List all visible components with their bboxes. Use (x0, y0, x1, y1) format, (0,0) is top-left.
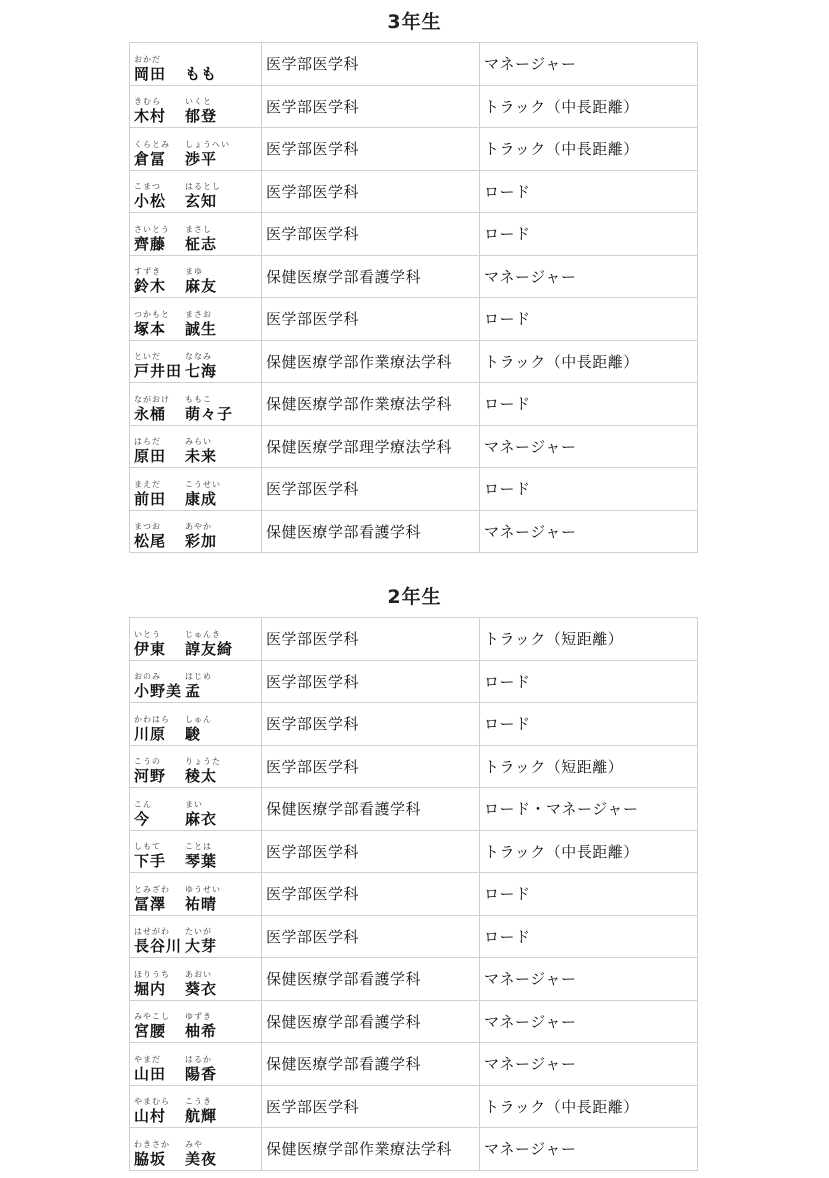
given-name (185, 140, 230, 168)
family-name-text: 脇坂 (134, 1149, 167, 1168)
given-name (185, 97, 217, 125)
given-name-text: 航輝 (185, 1107, 218, 1126)
name-cell (130, 383, 262, 426)
member-name (134, 1045, 261, 1083)
given-name-reading: ももこ (185, 394, 212, 404)
family-name (134, 352, 185, 380)
table-row (130, 660, 698, 703)
department-cell: 医学部医学科 (262, 745, 480, 788)
given-name-text: 麻衣 (185, 809, 218, 828)
family-name-text: 岡田 (134, 64, 167, 83)
given-name-text: 玄知 (185, 192, 218, 211)
family-name-reading: ほりうち (134, 969, 170, 979)
family-name-text: 永桶 (134, 404, 167, 423)
name-cell (130, 703, 262, 746)
role-cell: トラック（中長距離） (480, 128, 698, 171)
name-cell (130, 1043, 262, 1086)
family-name-text: 伊東 (134, 639, 167, 658)
given-name-text: 琴葉 (185, 852, 218, 871)
family-name-reading: すずき (134, 267, 162, 277)
given-name-text: 彩加 (185, 532, 218, 551)
department-cell: 保健医療学部看護学科 (262, 958, 480, 1001)
given-name-text: 誠生 (185, 319, 218, 338)
name-cell (130, 340, 262, 383)
given-name-reading: しゅん (185, 714, 212, 724)
table-row (130, 873, 698, 916)
section-year-2 (0, 585, 829, 609)
family-name-reading: みやこし (134, 1012, 170, 1022)
family-name-reading: こん (134, 799, 152, 809)
role-cell: ロード (480, 660, 698, 703)
table-row (130, 510, 698, 553)
table-row (130, 745, 698, 788)
role-cell: トラック（短距離） (480, 618, 698, 661)
given-name (185, 182, 221, 210)
department-cell: 医学部医学科 (262, 618, 480, 661)
role-cell: ロード (480, 468, 698, 511)
given-name-reading: ゆうせい (185, 884, 221, 894)
family-name-text: 河野 (134, 767, 167, 786)
role-cell: マネージャー (480, 255, 698, 298)
department-cell: 医学部医学科 (262, 468, 480, 511)
family-name-text: 長谷川 (134, 937, 183, 956)
family-name-reading: こまつ (134, 182, 161, 192)
given-name-reading: まゆ (185, 267, 203, 277)
member-name (134, 705, 261, 743)
family-name-reading: ながおけ (134, 394, 170, 404)
family-name (134, 437, 185, 465)
name-cell (130, 170, 262, 213)
name-cell (130, 425, 262, 468)
family-name (134, 715, 185, 743)
table-row (130, 298, 698, 341)
family-name-reading: かわはら (134, 714, 170, 724)
given-name-text: 諄友綺 (185, 639, 234, 658)
given-name (185, 310, 217, 338)
member-name (134, 1130, 261, 1168)
given-name-reading: あやか (185, 522, 212, 532)
given-name-text: 陽香 (185, 1064, 218, 1083)
family-name-reading: やまだ (134, 1054, 161, 1064)
table-row (130, 958, 698, 1001)
given-name (185, 715, 212, 743)
given-name-reading: ななみ (185, 352, 212, 362)
given-name (185, 522, 217, 550)
family-name-text: 松尾 (134, 532, 167, 551)
family-name (134, 97, 185, 125)
given-name-reading: まさお (185, 309, 212, 319)
family-name (134, 182, 185, 210)
name-cell (130, 1085, 262, 1128)
member-name (134, 300, 261, 338)
family-name-reading: はらだ (134, 437, 161, 447)
family-name-reading: いとう (134, 629, 161, 639)
role-cell: トラック（中長距離） (480, 340, 698, 383)
table-row (130, 383, 698, 426)
family-name (134, 1012, 185, 1040)
given-name-reading: いくと (185, 97, 212, 107)
role-cell: マネージャー (480, 1043, 698, 1086)
family-name-reading: さいとう (134, 224, 170, 234)
member-name (134, 342, 261, 380)
name-cell (130, 85, 262, 128)
family-name-text: 齊藤 (134, 234, 167, 253)
given-name (185, 267, 217, 295)
role-cell: トラック（中長距離） (480, 85, 698, 128)
family-name-text: 倉冨 (134, 149, 167, 168)
given-name (185, 480, 221, 508)
department-cell: 医学部医学科 (262, 128, 480, 171)
family-name-text: 下手 (134, 852, 167, 871)
family-name (134, 140, 185, 168)
name-cell (130, 255, 262, 298)
role-cell: ロード (480, 383, 698, 426)
given-name-text: 孟 (185, 682, 202, 701)
department-cell: 保健医療学部作業療法学科 (262, 340, 480, 383)
roster-table-year-2 (129, 617, 698, 1171)
name-cell (130, 1000, 262, 1043)
name-cell (130, 915, 262, 958)
department-cell: 医学部医学科 (262, 43, 480, 86)
table-row (130, 128, 698, 171)
family-name (134, 267, 185, 295)
table-row (130, 213, 698, 256)
family-name-text: 塚本 (134, 319, 167, 338)
role-cell: マネージャー (480, 510, 698, 553)
name-cell (130, 830, 262, 873)
family-name-reading: といだ (134, 352, 161, 362)
family-name (134, 310, 185, 338)
given-name (185, 225, 217, 253)
member-name (134, 427, 261, 465)
family-name (134, 225, 185, 253)
name-cell (130, 468, 262, 511)
given-name (185, 800, 217, 828)
table-row (130, 1043, 698, 1086)
role-cell: マネージャー (480, 1000, 698, 1043)
member-name (134, 172, 261, 210)
table-row (130, 618, 698, 661)
given-name-reading: ことは (185, 842, 212, 852)
department-cell: 保健医療学部看護学科 (262, 788, 480, 831)
member-name (134, 662, 261, 700)
given-name (185, 970, 217, 998)
name-cell (130, 618, 262, 661)
given-name-reading: みらい (185, 437, 212, 447)
name-cell (130, 128, 262, 171)
table-row (130, 468, 698, 511)
family-name-reading: やまむら (134, 1097, 170, 1107)
department-cell: 医学部医学科 (262, 873, 480, 916)
given-name-text: 萌々子 (185, 404, 234, 423)
given-name-reading: はじめ (185, 672, 212, 682)
given-name-text: 葵衣 (185, 979, 218, 998)
family-name (134, 885, 185, 913)
given-name-text: 柚希 (185, 1022, 218, 1041)
family-name-text: 山村 (134, 1107, 167, 1126)
member-name (134, 257, 261, 295)
given-name-text: 柾志 (185, 234, 218, 253)
family-name-text: 宮腰 (134, 1022, 167, 1041)
member-name (134, 1087, 261, 1125)
given-name-reading: はるか (185, 1054, 212, 1064)
role-cell: マネージャー (480, 1128, 698, 1171)
given-name-text: 麻友 (185, 277, 218, 296)
role-cell: ロード (480, 298, 698, 341)
member-name (134, 790, 261, 828)
family-name (134, 522, 185, 550)
given-name-text: 駿 (185, 724, 202, 743)
given-name-reading: しょうへい (185, 139, 230, 149)
family-name-text: 堀内 (134, 979, 167, 998)
table-row (130, 703, 698, 746)
section-title: 3年生 (387, 11, 442, 33)
name-cell (130, 43, 262, 86)
family-name (134, 1055, 185, 1083)
role-cell: ロード・マネージャー (480, 788, 698, 831)
member-name (134, 470, 261, 508)
family-name-reading: つかもと (134, 309, 170, 319)
given-name (185, 352, 217, 380)
given-name-reading: ゆずき (185, 1012, 212, 1022)
department-cell: 保健医療学部看護学科 (262, 510, 480, 553)
given-name (185, 1012, 217, 1040)
department-cell: 保健医療学部作業療法学科 (262, 383, 480, 426)
given-name (185, 927, 217, 955)
family-name (134, 630, 185, 658)
given-name-text: 康成 (185, 489, 218, 508)
member-name (134, 620, 261, 658)
family-name-reading: きむら (134, 97, 161, 107)
table-row (130, 85, 698, 128)
table-row (130, 255, 698, 298)
given-name-text: 郁登 (185, 107, 218, 126)
member-name (134, 87, 261, 125)
role-cell: トラック（中長距離） (480, 830, 698, 873)
family-name-reading: おのみ (134, 672, 161, 682)
given-name-text: 未来 (185, 447, 218, 466)
role-cell: ロード (480, 915, 698, 958)
family-name (134, 1097, 185, 1125)
department-cell: 医学部医学科 (262, 830, 480, 873)
family-name-reading: おかだ (134, 54, 161, 64)
given-name (185, 1055, 217, 1083)
name-cell (130, 660, 262, 703)
given-name-reading: あおい (185, 969, 212, 979)
roster-table-year-3 (129, 42, 698, 553)
table-row (130, 43, 698, 86)
given-name-reading: りょうた (185, 757, 221, 767)
family-name-reading: とみざわ (134, 884, 170, 894)
department-cell: 医学部医学科 (262, 915, 480, 958)
given-name (185, 885, 221, 913)
role-cell: トラック（中長距離） (480, 1085, 698, 1128)
family-name-text: 冨澤 (134, 894, 167, 913)
role-cell: ロード (480, 703, 698, 746)
department-cell: 医学部医学科 (262, 298, 480, 341)
given-name-reading: みや (185, 1139, 203, 1149)
family-name (134, 970, 185, 998)
role-cell: トラック（短距離） (480, 745, 698, 788)
department-cell: 医学部医学科 (262, 85, 480, 128)
department-cell: 医学部医学科 (262, 703, 480, 746)
family-name-reading: まつお (134, 522, 161, 532)
table-row (130, 425, 698, 468)
family-name (134, 55, 185, 83)
table-row (130, 788, 698, 831)
table-row (130, 1085, 698, 1128)
member-name (134, 385, 261, 423)
family-name-text: 小松 (134, 192, 167, 211)
family-name (134, 1140, 185, 1168)
family-name-text: 鈴木 (134, 277, 167, 296)
family-name-text: 小野美 (134, 682, 183, 701)
given-name (185, 630, 233, 658)
name-cell (130, 1128, 262, 1171)
given-name-reading: まい (185, 799, 203, 809)
member-name (134, 832, 261, 870)
family-name-reading: しもて (134, 842, 161, 852)
family-name-text: 原田 (134, 447, 167, 466)
given-name (185, 55, 217, 83)
family-name-text: 山田 (134, 1064, 167, 1083)
given-name (185, 1140, 217, 1168)
given-name-reading: こうき (185, 1097, 212, 1107)
department-cell: 保健医療学部看護学科 (262, 1043, 480, 1086)
member-name (134, 512, 261, 550)
name-cell (130, 788, 262, 831)
role-cell: ロード (480, 873, 698, 916)
family-name (134, 927, 185, 955)
member-name (134, 215, 261, 253)
given-name-reading: じゅんき (185, 629, 221, 639)
family-name (134, 395, 185, 423)
member-name (134, 747, 261, 785)
given-name-text: 美夜 (185, 1149, 218, 1168)
table-row (130, 915, 698, 958)
section-year-3 (0, 10, 829, 34)
member-name (134, 960, 261, 998)
role-cell: ロード (480, 213, 698, 256)
family-name (134, 757, 185, 785)
member-name (134, 45, 261, 83)
family-name (134, 480, 185, 508)
given-name-reading: たいが (185, 927, 212, 937)
role-cell: ロード (480, 170, 698, 213)
family-name-text: 前田 (134, 489, 167, 508)
department-cell: 医学部医学科 (262, 1085, 480, 1128)
department-cell: 医学部医学科 (262, 213, 480, 256)
family-name-text: 川原 (134, 724, 167, 743)
given-name (185, 757, 221, 785)
table-row (130, 340, 698, 383)
name-cell (130, 958, 262, 1001)
name-cell (130, 298, 262, 341)
family-name-text: 今 (134, 809, 151, 828)
section-title: 2年生 (387, 586, 442, 608)
given-name-text: もも (185, 64, 218, 83)
family-name-reading: こうの (134, 757, 161, 767)
member-name (134, 875, 261, 913)
role-cell: マネージャー (480, 958, 698, 1001)
given-name-text: 大芽 (185, 937, 218, 956)
table-row (130, 830, 698, 873)
department-cell: 保健医療学部理学療法学科 (262, 425, 480, 468)
name-cell (130, 873, 262, 916)
given-name-reading: まさし (185, 224, 212, 234)
family-name-reading: はせがわ (134, 927, 170, 937)
department-cell: 保健医療学部看護学科 (262, 255, 480, 298)
given-name (185, 672, 212, 700)
given-name-reading: はるとし (185, 182, 221, 192)
name-cell (130, 510, 262, 553)
member-name (134, 130, 261, 168)
role-cell: マネージャー (480, 43, 698, 86)
given-name-text: 祐晴 (185, 894, 218, 913)
given-name-text: 稜太 (185, 767, 218, 786)
department-cell: 医学部医学科 (262, 660, 480, 703)
family-name (134, 672, 185, 700)
table-row (130, 1128, 698, 1171)
given-name-text: 七海 (185, 362, 218, 381)
member-name (134, 917, 261, 955)
given-name-text: 渉平 (185, 149, 218, 168)
given-name (185, 1097, 217, 1125)
family-name-reading: まえだ (134, 479, 161, 489)
role-cell: マネージャー (480, 425, 698, 468)
family-name-text: 戸井田 (134, 362, 183, 381)
given-name (185, 842, 217, 870)
given-name (185, 437, 217, 465)
department-cell: 保健医療学部看護学科 (262, 1000, 480, 1043)
given-name-reading: こうせい (185, 479, 221, 489)
family-name-text: 木村 (134, 107, 167, 126)
department-cell: 医学部医学科 (262, 170, 480, 213)
table-row (130, 1000, 698, 1043)
department-cell: 保健医療学部作業療法学科 (262, 1128, 480, 1171)
table-row (130, 170, 698, 213)
name-cell (130, 745, 262, 788)
family-name (134, 800, 185, 828)
member-name (134, 1002, 261, 1040)
family-name-reading: くらとみ (134, 139, 170, 149)
family-name (134, 842, 185, 870)
family-name-reading: わきさか (134, 1139, 170, 1149)
name-cell (130, 213, 262, 256)
given-name (185, 395, 233, 423)
